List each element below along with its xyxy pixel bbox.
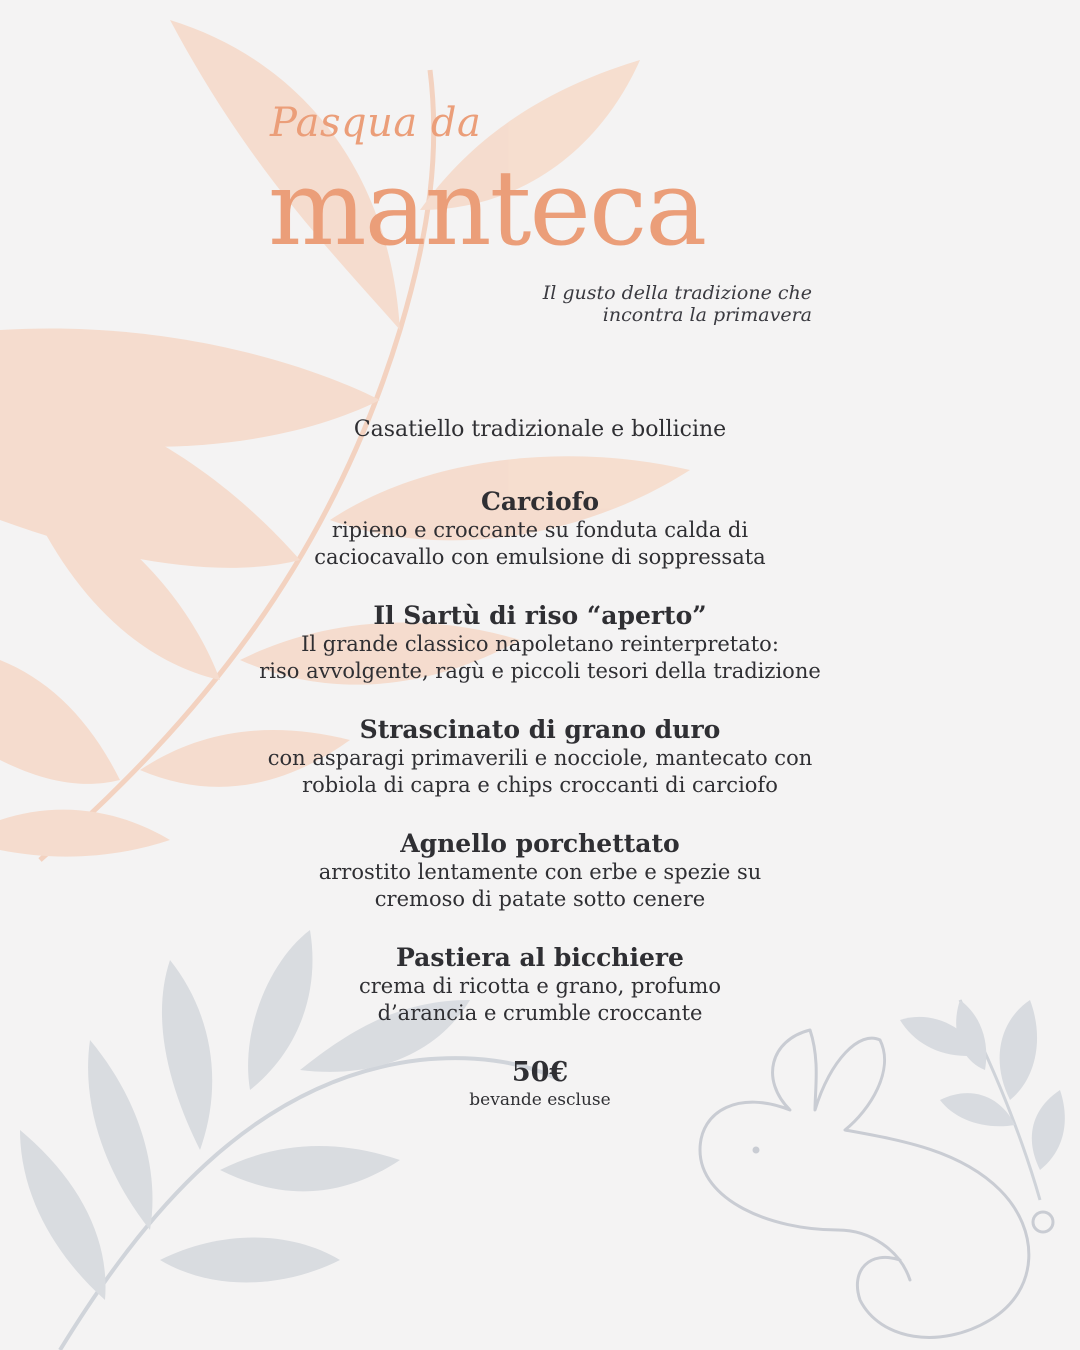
course-item xyxy=(0,943,1080,1027)
course-name: Strascinato di grano duro xyxy=(359,715,721,744)
course-description: ripieno e croccante su fonduta calda di caciocavallo con emulsione di soppressata xyxy=(314,518,766,569)
tagline-line-2: incontra la primavera xyxy=(602,304,812,326)
course-name: Carciofo xyxy=(480,487,600,516)
tagline xyxy=(392,282,812,326)
course-name: Il Sartù di riso “aperto” xyxy=(373,601,707,630)
price-block xyxy=(0,1057,1080,1111)
course-item xyxy=(0,829,1080,913)
price: 50€ xyxy=(511,1057,569,1088)
price-note: bevande escluse xyxy=(469,1090,611,1110)
course-item xyxy=(0,487,1080,571)
brand-title: manteca xyxy=(268,147,706,269)
menu-list xyxy=(0,415,1080,1111)
course-name: Agnello porchettato xyxy=(400,829,680,858)
title-prefix: Pasqua da xyxy=(270,100,482,146)
course-description: arrostito lentamente con erbe e spezie su cremoso di patate sotto cenere xyxy=(318,860,762,911)
tagline-line-1: Il gusto della tradizione che xyxy=(542,282,812,304)
course-description: con asparagi primaverili e nocciole, mantecato con robiola di capra e chips croccanti di carciofo xyxy=(267,746,813,797)
course-description: crema di ricotta e grano, profumo d’arancia e crumble croccante xyxy=(358,974,721,1025)
course-name: Pastiera al bicchiere xyxy=(396,943,684,972)
course-item xyxy=(0,715,1080,799)
course-item xyxy=(0,601,1080,685)
menu-intro: Casatiello tradizionale e bollicine xyxy=(353,417,727,442)
course-description: Il grande classico napoletano reinterpretato: riso avvolgente, ragù e piccoli tesori della tradizione xyxy=(259,632,821,683)
